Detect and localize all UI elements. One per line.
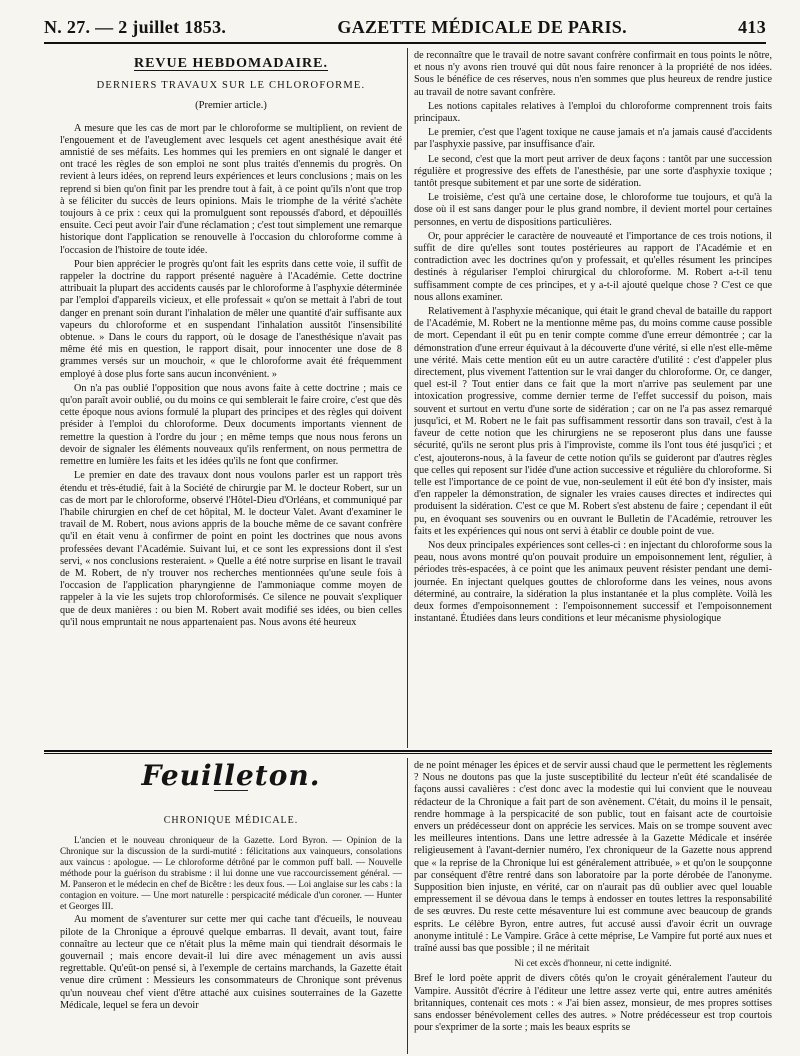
chronique-summary: L'ancien et le nouveau chroniqueur de la Gazette. Lord Byron. — Opinion de la Chronique sur la discussion de la surdi-mutité : félicitations aux vainqueurs, consolations aux vaincus : apologue. — Le chloroforme détrôné par le common puff ball. — Nouvelle méthode pour la guérison du strabisme : il lui donne une vue raccourcissement général. — M. Panseron et le médecin en chef de Bicêtre : les deux fous. — Loi anglaise sur les cabs : la contagion en voiture. — Une mort naturelle : perspicacité médicale d'un coroner. — Hunter et Georges III. (60, 835, 402, 912)
section-rule (44, 753, 772, 754)
paragraph: Nos deux principales expériences sont celles-ci : en injectant du chloroforme sous la peau, nous avons montré qu'on pouvait produire un empoisonnement lent, régulier, à périodes très-espacées, à ce point que les animaux peuvent résister pendant une demi-journée. En injectant quelques gouttes de chloroforme dans les veines, nous avons déterminé, au contraire, la sidération la plus instantanée et la plus complète. Voilà les deux formes d'empoisonnement : l'empoisonnement successif et l'empoisonnement instantané. Étudiées dans leurs conditions et leur mécanisme physiologique (414, 539, 772, 625)
feuilleton-right-column (414, 760, 772, 1050)
verse-line: Ni cet excès d'honneur, ni cette indignité. (514, 959, 672, 970)
paragraph: Au moment de s'aventurer sur cette mer qui cache tant d'écueils, le nouveau pilote de la Chronique a éprouvé quelque embarras. Il devait, avant tout, faire connaître au lecteur que ce n'était plus la même main qui tiendrait désormais le gouvernail ; mais encore devait-il lui dire avec ménagement un avis aussi regrettable. Qu'eût-on pensé si, à l'exemple de certains marchands, la Gazette était venue dire crûment : Messieurs les consommateurs de Chronique sont prévenus qu'un nouveau chef vient d'être attaché aux cuisines souterraines de la Gazette Médicale, lequel se fera un devoir (60, 914, 402, 1011)
paragraph: Pour bien apprécier le progrès qu'ont fait les esprits dans cette voie, il suffit de rappeler la doctrine du rapport présenté naguère à l'Académie. Cette doctrine attribuait la plupart des accidents causés par le chloroforme à l'asphyxie déterminée par l'emploi d'appareils vicieux, et elle professait « qu'on se mettait à l'abri de tout danger en prenant soin durant l'inhalation de mêler une quantité d'air suffisante aux vapeurs du chloroforme et en suspendant l'inhalation aussitôt l'insensibilité obtenue. » Dans le cours du rapport, où le dosage de l'anesthésique n'avait pas même été mis en question, le rapport disait, pour innocenter une dose de 8 grammes versés sur un mouchoir, « que le chloroforme avait été fréquemment employé à dose plus forte sans aucun inconvénient. » (60, 258, 402, 380)
paragraph: de reconnaître que le travail de notre savant confrère confirmait en tous points le nôtre, et nous n'y avons rien trouvé qui dût nous faire renoncer à la propriété de nos idées. Sous le bénéfice de ces réserves, nous n'en sommes que plus heureux de rendre justice au travail de notre savant confrère. (414, 50, 772, 98)
paragraph: Les notions capitales relatives à l'emploi du chloroforme comprennent trois faits principaux. (414, 100, 772, 125)
paragraph: Relativement à l'asphyxie mécanique, qui était le grand cheval de bataille du rapport de l'Académie, M. Robert ne la mentionne même pas, du moins comme cause possible de mort. Cependant il eût pu en tenir compte comme d'une erreur démontrée ; car la démonstration d'une erreur équivaut à la découverte d'une vérité, si elle n'est elle-même une vérité. Mais cette mention eût eu un autre caractère d'utilité : c'est d'appeler plus directement, plus vivement l'attention sur le vrai danger du chloroforme. Or, ce danger, quel est-il ? Tout entier dans ce fait que la mort n'arrive pas seulement par une intoxication progressive, comme dernier terme de l'effet successif du poison, mais souvent et surtout en vertu d'une sorte de sidération ; car on ne l'a pas assez remarqué jusqu'ici, et M. Robert ne le fait pas suffisamment ressortir dans son travail, c'est à la faveur de cette notion que les chirurgiens ne se reposeront plus dans une fausse sécurité, qu'ils ne seront plus pris à l'improviste, comme ils l'ont tous été jusqu'ici ; et c'est, ajouterons-nous, à la faveur de cette notion qu'ils se guideront par d'autres règles que celles qui reposent sur l'idée d'une action successive et régulière du chloroforme. Si telle est l'importance de ce point de vue, non-seulement il eût été bon d'y insister, mais d'en rappeler la démonstration, de signaler les vraies causes directes et indirectes qui produisent la sidération. C'est ce que M. Robert s'est abstenu de faire ; cependant il eût pu, en évoquant ses souvenirs ou en ouvrant le Bulletin de l'Académie, retrouver les faits et les expériences qui nous ont servi à établir ce double point de vue. (414, 306, 772, 537)
revue-title: REVUE HEBDOMADAIRE. (133, 56, 328, 71)
page-header (44, 16, 766, 38)
paragraph: Bref le lord poète apprit de divers côtés qu'on le croyait généralement l'auteur du Vampire. Aussitôt d'écrire à l'éditeur une lettre assez verte qui, entre autres aménités britanniques, contenait ces mots : « J'ai bien assez, monsieur, de mes propres sottises sans endosser bénévolement celles des autres. » Notre prédécesseur est trop courtois pour s'exprimer de la sorte ; mais les beaux esprits se (414, 973, 772, 1034)
header-rule (44, 42, 766, 44)
paragraph: Le premier, c'est que l'agent toxique ne cause jamais et n'a jamais causé d'accidents par l'asphyxie passive, par insuffisance d'air. (414, 127, 772, 151)
revue-left-column (60, 50, 402, 746)
paragraph: de ne point ménager les épices et de servir aussi chaud que le permettent les règlements ? Nous ne doutons pas que la juste susceptibilité du lecteur n'eût été scandalisée de façons aussi cavalières : c'est donc avec la modestie qui lui convient que le nouveau rédacteur de la Chronique a fait part de son avènement. C'était, du moins il le pensait, rendre hommage à la perspicacité de son public, tout en faisant acte de courtoisie envers un prédécesseur dont on apprécie les services. Mais on se trompe souvent avec les meilleures intentions. Dans une lettre adressée à la Gazette Médicale et insérée religieusement à l'avant-dernier numéro, l'ex chroniqueur de la Gazette nous apprend que « la reprise de la Chronique lui est généralement attribuée, » et qu'on le soupçonne par conséquent d'être rentré dans son laboratoire par la porte dérobée de l'anonyme. Supposition bien injuste, en vérité, car on n'aurait pas dû oublier avec quel louable empressement il se dévoua dans le temps à endosser en toutes lettres la responsabilité de ses œuvres. Du reste cette mésaventure lui est commune avec beaucoup de grands esprits. Le célèbre Byron, entre autres, fut accusé aussi d'avoir écrit un ouvrage anonyme intitulé : Le Vampire. Grâce à cette méprise, Le Vampire fut porté aux nues et traîné aussi bas que possible ; il ne méritait (414, 760, 772, 955)
article-note: (Premier article.) (195, 100, 267, 112)
page-number: 413 (738, 17, 766, 37)
journal-title: GAZETTE MÉDICALE DE PARIS. (337, 17, 627, 37)
feuilleton-title: Feuilleton. (141, 760, 321, 792)
paragraph: Le second, c'est que la mort peut arriver de deux façons : tantôt par une succession régulière et progressive des effets de l'anesthésie, par une sorte d'asphyxie toxique ; tantôt presque subitement et par une sorte de sidération. (414, 153, 772, 190)
paragraph: Le troisième, c'est qu'à une certaine dose, le chloroforme tue toujours, et qu'à la dose où il est sans danger pour le plus grand nombre, il devient mortel pour certaines personnes, en vertu de dispositions particulières. (414, 192, 772, 228)
revue-right-column (414, 50, 772, 746)
chronique-title: CHRONIQUE MÉDICALE. (163, 815, 299, 827)
column-divider (407, 758, 408, 1054)
issue-number: N. 27. — 2 juillet 1853. (44, 17, 227, 37)
feuilleton-left-column (60, 760, 402, 1050)
paragraph: On n'a pas oublié l'opposition que nous avons faite à cette doctrine ; mais ce qu'on paraît avoir oublié, ou du moins ce qui semblerait le faire croire, c'est que dès cette époque nous avions formulé la plupart des principes et des règles qui doivent présider à l'emploi du chloroforme. Deux documents importants viennent de remettre la question à l'ordre du jour ; en même temps que nous nous ferons un devoir de signaler les éléments nouveaux qu'ils renferment, on nous permettra de remettre en lumière les faits et les idées qu'ils ne font que confirmer. (60, 382, 402, 468)
revue-subtitle: DERNIERS TRAVAUX SUR LE CHLOROFORME. (96, 80, 366, 92)
column-divider (407, 48, 408, 748)
paragraph: Or, pour apprécier le caractère de nouveauté et l'importance de ces trois notions, il suffit de dire qu'elles sont toutes postérieures au rapport de l'Académie et en contradiction avec les doctrines qu'on y professait, et qu'elles résument les principes destinés à régulariser l'emploi chirurgical du chloroforme. M. Robert a-t-il tenu suffisamment compte de ces principes, et y a-t-il ajouté quelque chose ? C'est ce que nous allons examiner. (414, 230, 772, 303)
paragraph: Le premier en date des travaux dont nous voulons parler est un rapport très étendu et très-étudié, fait à la Société de chirurgie par M. le docteur Robert, sur un cas de mort par le chloroforme, observé l'Hôtel-Dieu d'Orléans, et communiqué par l'habile chirurgien en chef de cet hôpital, M. le docteur Valet. Avant d'examiner le travail de M. Robert, nous avions appris de la bouche même de ce savant confrère qu'il en était venu à confirmer de point en point les doctrines que nous avons professées devant l'Académie. Suivant lui, et ce sont les expressions dont il s'est servi, « nos conclusions resteraient. » Quelle a été notre surprise en lisant le travail de M. Robert, de n'y trouver nos recherches mentionnées qu'une seule fois à l'occasion de l'application pharyngienne de l'ammoniaque comme moyen de rappeler à la vie les sujets trop chloroformisés. Ce silence ne pouvait s'expliquer que de deux manières : ou bien M. Robert avait modifié ses idées, ou bien celles qu'il nous empruntait ne nous appartenaient pas. Nous avons été heureux (60, 470, 402, 628)
paragraph: A mesure que les cas de mort par le chloroforme se multiplient, on revient de l'engouement et de l'aveuglement avec lesquels cet agent anesthésique avait été amnistié de ses méfaits. Les hommes qui les premiers en ont signalé le danger et ont tracé les règles de son emploi ne sont plus traités d'ennemis du progrès. On revient à leurs idées, on reprend leurs expériences et leurs conclusions ; mais on les reprend si bien qu'on finit par les prendre tout à fait, à ce point qu'ils n'ont que trop à se féliciter du succès de leurs opinions. Mais le triomphe de la vérité s'achète toujours à ce prix : ceux qui la promulguent sont repoussés d'abord, et dépouillés ensuite. Ceci peut avoir l'air d'une réclamation ; c'est tout simplement une remarque historique dont l'application se renouvelle à l'occasion du chloroforme comme à l'occasion de l'histoire de toute idée. (60, 122, 402, 256)
section-rule (44, 750, 772, 752)
